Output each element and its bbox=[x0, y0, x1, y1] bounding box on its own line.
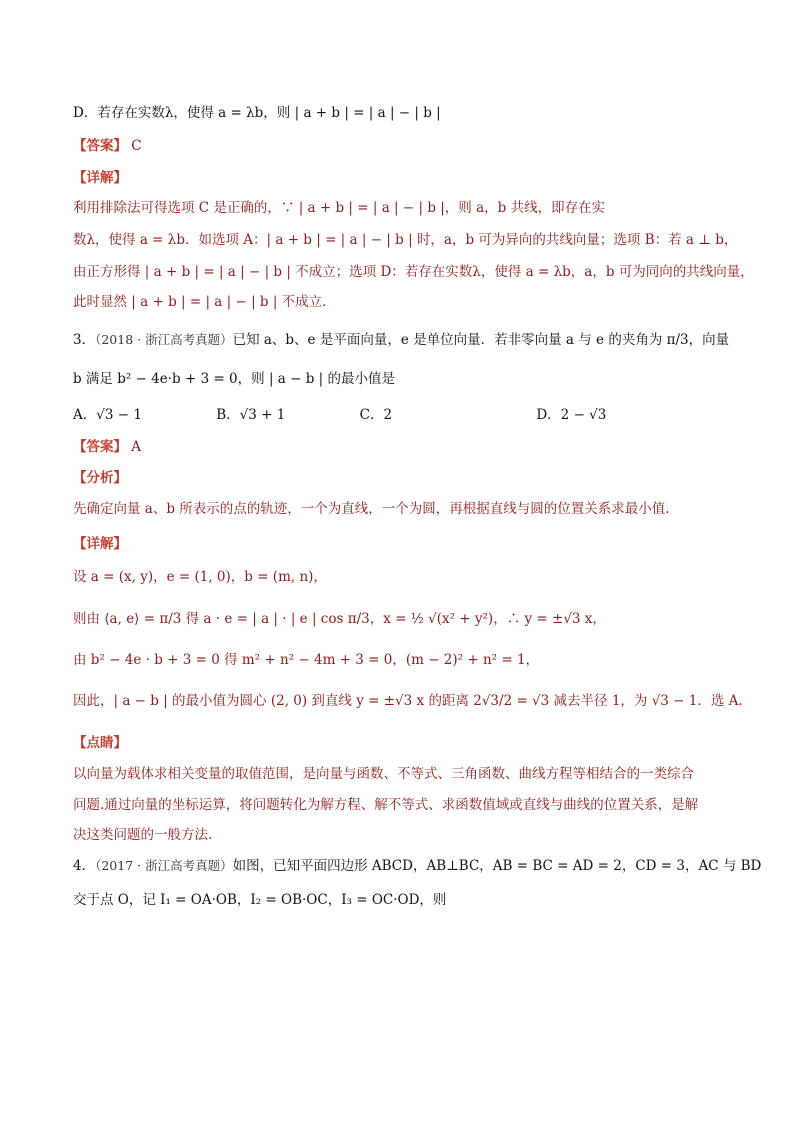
explanation-line: 数λ，使得 a = λb．如选项 A：| a + b | = | a | − | b | 时，a，b 可为异向的共线向量；选项 B：若 a ⊥ b， bbox=[73, 232, 738, 248]
question-4-line: 交于点 O，记 I₁ = OA·OB，I₂ = OB·OC，I₃ = OC·OD，则 bbox=[73, 892, 447, 908]
question-number: 4． bbox=[73, 858, 96, 874]
question-3-line: b 满足 b² − 4e·b + 3 = 0，则 | a − b | 的最小值是 bbox=[73, 371, 395, 387]
question-number: 3． bbox=[73, 332, 96, 348]
question-3-line: 3．（2018 · 浙江高考真题）已知 a、b、e 是平面向量，e 是单位向量．若非零向量 a 与 e 的夹角为 π/3，向量 bbox=[73, 332, 730, 348]
option-a: A．√3 − 1 bbox=[73, 407, 142, 423]
explanation-line: 由正方形得 | a + b | = | a | − | b | 不成立；选项 D：若存在实数λ，使得 a = λb，a，b 可为同向的共线向量， bbox=[73, 264, 754, 280]
option-d: D．2 − √3 bbox=[536, 407, 607, 423]
answer-value: C bbox=[131, 138, 142, 154]
detail-tag: 【详解】 bbox=[73, 536, 127, 552]
question-3-options bbox=[73, 405, 606, 425]
analysis-tag: 【分析】 bbox=[73, 470, 127, 486]
detail-tag: 【详解】 bbox=[73, 170, 127, 186]
answer-tag: 【答案】 bbox=[73, 138, 127, 154]
answer-line bbox=[73, 136, 142, 156]
comment-line: 以向量为载体求相关变量的取值范围，是向量与函数、不等式、三角函数、曲线方程等相结合的一类综合 bbox=[73, 766, 694, 782]
option-c: C．2 bbox=[359, 407, 393, 423]
question-source: （2018 · 浙江高考真题） bbox=[95, 332, 233, 347]
detail-tag-line bbox=[73, 534, 127, 554]
option-b: B．√3 + 1 bbox=[216, 407, 286, 423]
explanation-line: 利用排除法可得选项 C 是正确的，∵ | a + b | = | a | − | b |，则 a，b 共线，即存在实 bbox=[73, 200, 606, 216]
solution-line: 由 b² − 4e · b + 3 = 0 得 m² + n² − 4m + 3 = 0，(m − 2)² + n² = 1， bbox=[73, 652, 540, 668]
comment-line: 决这类问题的一般方法. bbox=[73, 827, 213, 843]
comment-line: 问题.通过向量的坐标运算，将问题转化为解方程、解不等式、求函数值域或直线与曲线的位置关系，是解 bbox=[73, 797, 699, 813]
solution-line: 因此，| a − b | 的最小值为圆心 (2, 0) 到直线 y = ±√3 x 的距离 2√3/2 = √3 减去半径 1，为 √3 − 1．选 A． bbox=[73, 693, 752, 709]
answer-tag: 【答案】 bbox=[73, 439, 127, 455]
question-source: （2017 · 浙江高考真题） bbox=[95, 858, 233, 873]
answer-line bbox=[73, 437, 141, 457]
comment-tag-line bbox=[73, 733, 127, 753]
solution-line: 则由 ⟨a, e⟩ = π/3 得 a · e = | a | · | e | cos π/3，x = ½ √(x² + y²)，∴ y = ±√3 x， bbox=[73, 611, 606, 627]
answer-value: A bbox=[131, 439, 142, 455]
explanation-line: 此时显然 | a + b | = | a | − | b | 不成立． bbox=[73, 294, 336, 310]
comment-tag: 【点睛】 bbox=[73, 735, 127, 751]
option-d-line: D．若存在实数λ，使得 a = λb，则 | a + b | = | a | − | b | bbox=[73, 105, 441, 121]
detail-tag-line bbox=[73, 168, 127, 188]
solution-line: 设 a = (x, y)，e = (1, 0)，b = (m, n)， bbox=[73, 569, 327, 585]
analysis-tag-line bbox=[73, 468, 127, 488]
question-4-line: 4．（2017 · 浙江高考真题）如图，已知平面四边形 ABCD，AB⊥BC，AB = BC = AD = 2，CD = 3，AC 与 BD bbox=[73, 858, 762, 874]
analysis-line: 先确定向量 a、b 所表示的点的轨迹，一个为直线，一个为圆，再根据直线与圆的位置关系求最小值. bbox=[73, 501, 670, 517]
